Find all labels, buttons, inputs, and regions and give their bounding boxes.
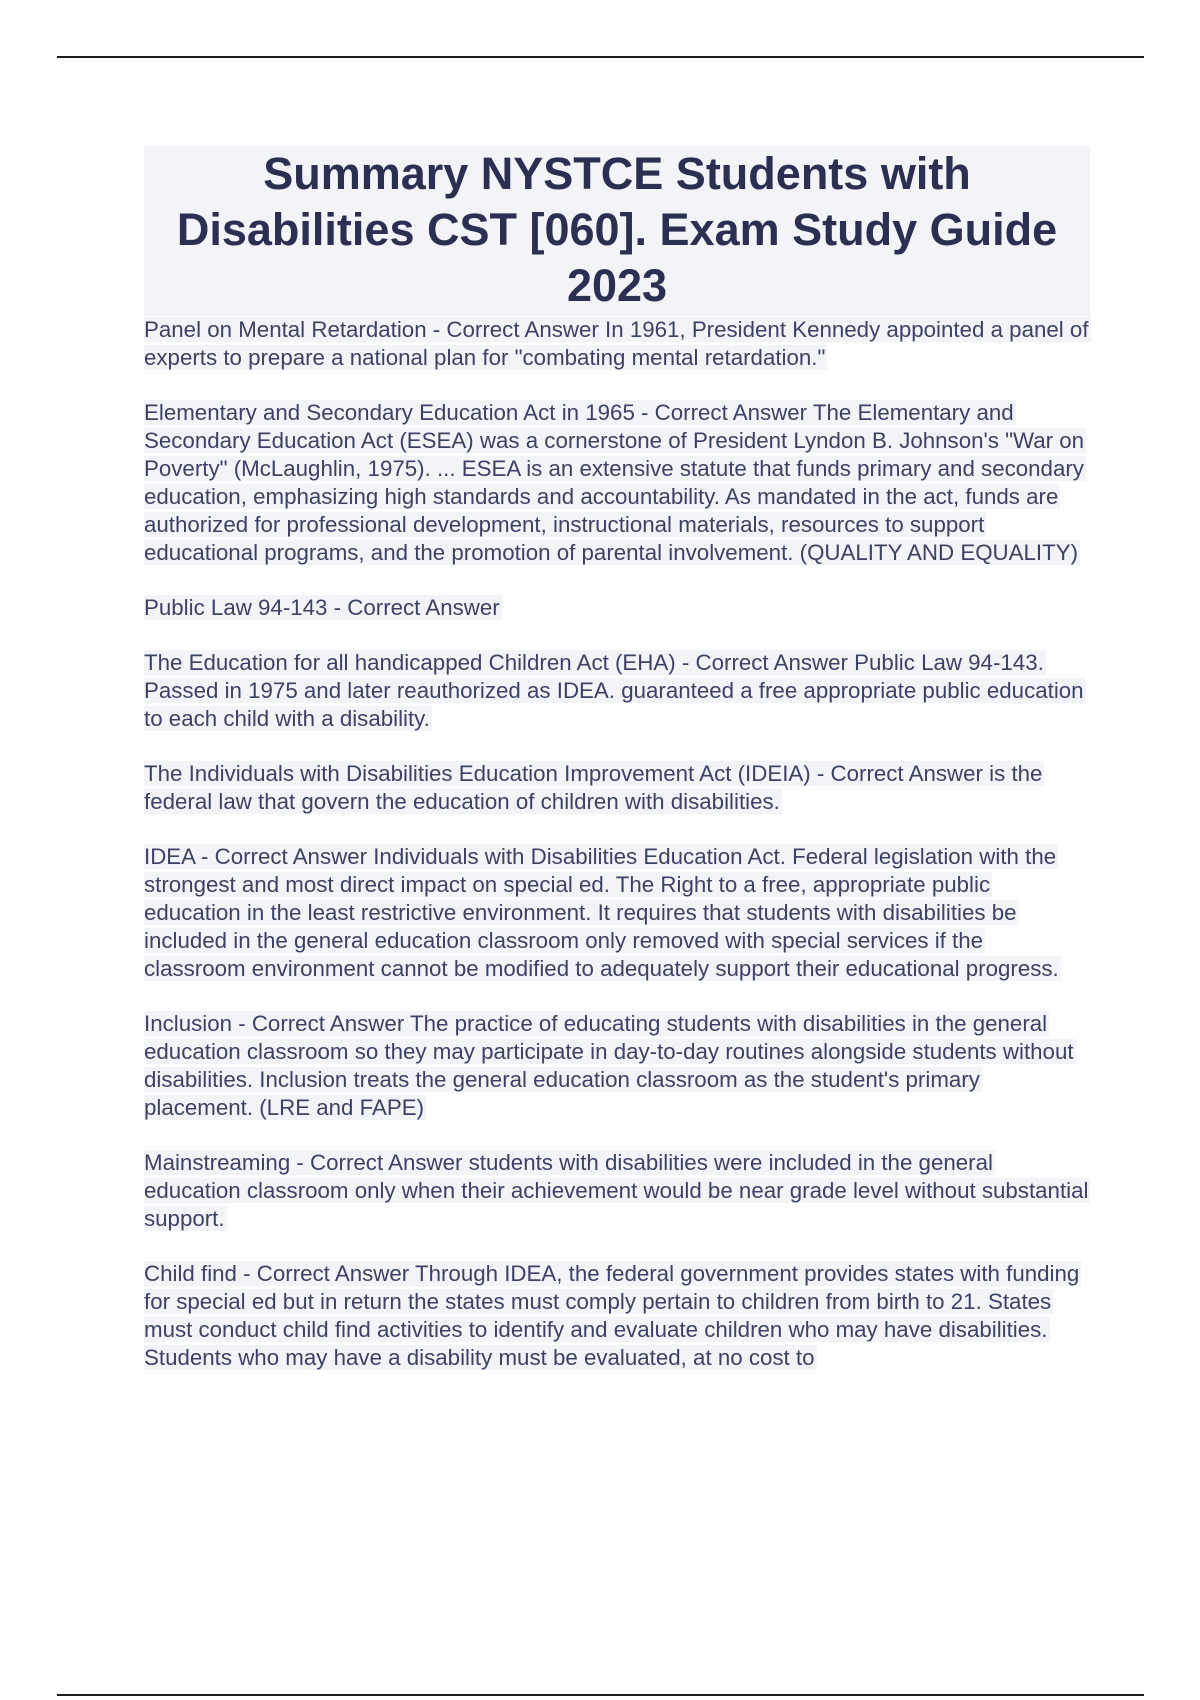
entry-idea [144, 843, 1090, 983]
entry-term: Panel on Mental Retardation [144, 317, 427, 342]
entry-eha [144, 649, 1090, 733]
title-block [144, 146, 1090, 316]
entry-answer: is the federal law that govern the education of children with disabilities. [144, 761, 1043, 814]
entry-answer: Public Law 94-143. Passed in 1975 and later reauthorized as IDEA. guaranteed a free appropriate public education to each child with a disability. [144, 650, 1084, 731]
entry-inclusion [144, 1010, 1090, 1122]
entry-separator: - Correct Answer [426, 317, 606, 342]
entry-separator: - Correct Answer [327, 595, 500, 620]
entry-term: IDEA [144, 844, 195, 869]
entry-term: The Education for all handicapped Children Act (EHA) [144, 650, 676, 675]
entry-separator: - Correct Answer [810, 761, 990, 786]
entry-separator: - Correct Answer [236, 1261, 415, 1286]
entry-public-law-94-143 [144, 594, 1090, 622]
entry-answer: Through IDEA, the federal government provides states with funding for special ed but in return the states must comply pertain to children from birth to 21. States must conduct child find activities to identify and evaluate children who may have disabilities. Students who may have a disability must be evaluated, at no cost to [144, 1261, 1080, 1370]
entry-answer: The Elementary and Secondary Education Act (ESEA) was a cornerstone of President Lyndon B. Johnson's "War on Poverty" (McLaughlin, 1975). ... ESEA is an extensive statute that funds primary and secondary education, emphasizing high standards and accountability. As mandated in the act, funds are authorized for professional development, instructional materials, resources to support educational programs, and the promotion of parental involvement. (QUALITY AND EQUALITY) [144, 400, 1085, 565]
entry-separator: - Correct Answer [232, 1011, 411, 1036]
document-page [144, 146, 1090, 1399]
entry-answer: students with disabilities were included in the general education classroom only when their achievement would be near grade level without substantial support. [144, 1150, 1089, 1231]
entry-child-find [144, 1260, 1090, 1372]
document-title: Summary NYSTCE Students with Disabilities CST [060]. Exam Study Guide 2023 [176, 148, 1058, 311]
entry-term: Child find [144, 1261, 237, 1286]
entry-term: Public Law 94-143 [144, 595, 328, 620]
entry-answer: In 1961, President Kennedy appointed a panel of experts to prepare a national plan for "combating mental retardation." [144, 317, 1089, 370]
entry-esea-1965 [144, 399, 1090, 567]
top-rule [57, 56, 1144, 58]
entry-answer: The practice of educating students with disabilities in the general education classroom so they may participate in day-to-day routines alongside students without disabilities. Inclusion treats the general education classroom as the student's primary placement. (LRE and FAPE) [144, 1011, 1074, 1120]
entry-term: Inclusion [144, 1011, 233, 1036]
entry-answer: Individuals with Disabilities Education Act. Federal legislation with the strongest and most direct impact on special ed. The Right to a free, appropriate public education in the least restrictive environment. It requires that students with disabilities be included in the general education classroom only removed with special services if the classroom environment cannot be modified to adequately support their educational progress. [144, 844, 1059, 981]
entry-separator: - Correct Answer [634, 400, 813, 425]
entry-term: Mainstreaming [144, 1150, 291, 1175]
entry-panel-on-mental-retardation [144, 316, 1090, 372]
entry-ideia [144, 760, 1090, 816]
entry-list [144, 316, 1090, 1372]
entry-separator: - Correct Answer [290, 1150, 469, 1175]
entry-mainstreaming [144, 1149, 1090, 1233]
bottom-rule [57, 1694, 1144, 1696]
entry-separator: - Correct Answer [675, 650, 855, 675]
entry-term: Elementary and Secondary Education Act in 1965 [144, 400, 635, 425]
entry-separator: - Correct Answer [194, 844, 374, 869]
entry-term: The Individuals with Disabilities Education Improvement Act (IDEIA) [144, 761, 811, 786]
